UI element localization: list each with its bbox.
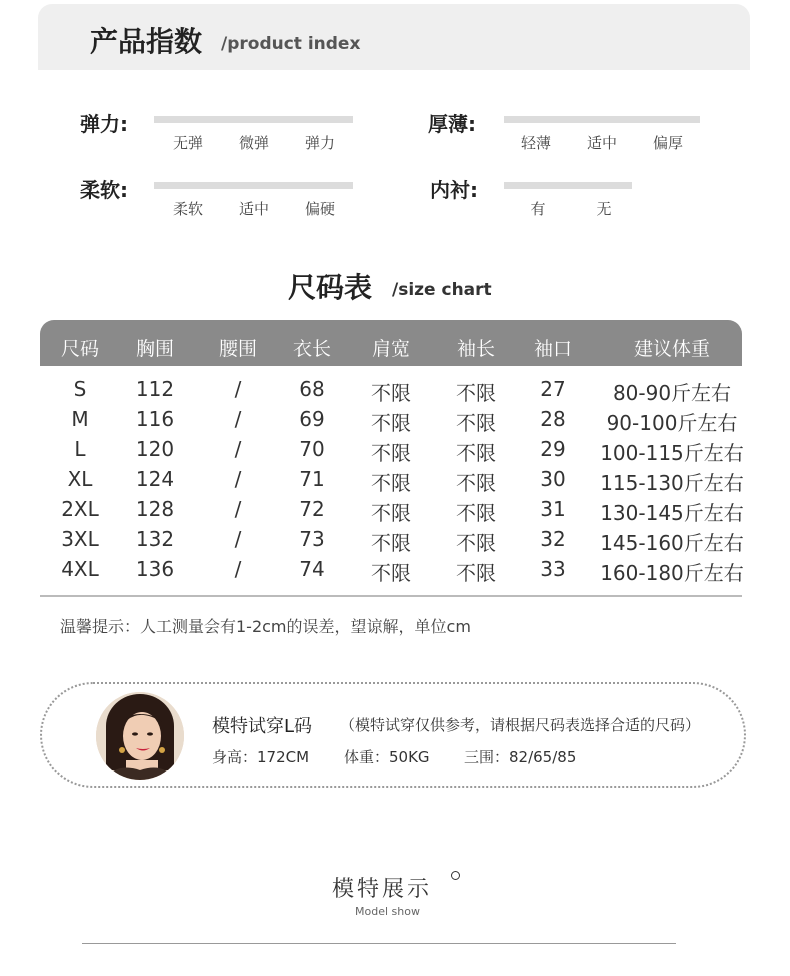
table-cell-cuff: 31 (540, 497, 566, 521)
table-cell-chest: 120 (135, 437, 175, 461)
table-cell-sleeve: 不限 (456, 561, 496, 585)
table-cell-waist: / (234, 377, 242, 401)
table-cell-size: XL (67, 467, 93, 491)
table-cell-size: 2XL (61, 497, 99, 521)
table-cell-waist: / (234, 467, 242, 491)
table-cell-cuff: 28 (540, 407, 566, 431)
table-cell-size: S (73, 377, 87, 401)
column-header: 肩宽 (371, 338, 411, 360)
size-chart-subtitle: /size chart (392, 280, 492, 300)
table-cell-shoulder: 不限 (371, 531, 411, 555)
softness-option: 偏硬 (304, 200, 335, 218)
table-cell-cuff: 27 (540, 377, 566, 401)
thickness-option: 适中 (586, 134, 617, 152)
thickness-option: 偏厚 (652, 134, 683, 152)
table-cell-length: 71 (299, 467, 325, 491)
thickness-bar (504, 116, 700, 123)
table-cell-waist: / (234, 527, 242, 551)
table-cell-weight: 80-90斤左右 (612, 381, 732, 405)
table-cell-size: 4XL (61, 557, 99, 581)
table-cell-sleeve: 不限 (456, 441, 496, 465)
table-cell-shoulder: 不限 (371, 561, 411, 585)
bottom-divider (82, 943, 676, 944)
table-cell-chest: 112 (135, 377, 175, 401)
column-header: 胸围 (135, 338, 175, 360)
lining-label: 内衬: (430, 178, 478, 202)
table-cell-length: 68 (299, 377, 325, 401)
circle-icon (451, 871, 460, 880)
softness-option: 柔软 (172, 200, 203, 218)
table-cell-sleeve: 不限 (456, 471, 496, 495)
table-cell-chest: 116 (135, 407, 175, 431)
table-cell-size: M (71, 407, 89, 431)
table-cell-chest: 132 (135, 527, 175, 551)
thickness-option: 轻薄 (520, 134, 551, 152)
size-chart-title: 尺码表 (288, 271, 373, 304)
softness-label: 柔软: (80, 178, 128, 202)
table-cell-length: 74 (299, 557, 325, 581)
table-cell-cuff: 30 (540, 467, 566, 491)
table-cell-waist: / (234, 497, 242, 521)
table-cell-cuff: 32 (540, 527, 566, 551)
column-header: 建议体重 (633, 338, 711, 360)
table-cell-length: 72 (299, 497, 325, 521)
table-cell-weight: 115-130斤左右 (600, 471, 744, 495)
model-avatar (96, 692, 184, 780)
elasticity-option: 微弹 (238, 134, 269, 152)
table-cell-sleeve: 不限 (456, 381, 496, 405)
table-cell-weight: 130-145斤左右 (600, 501, 744, 525)
column-header: 袖长 (456, 338, 496, 360)
table-cell-cuff: 33 (540, 557, 566, 581)
elasticity-bar (154, 116, 353, 123)
lining-bar (504, 182, 632, 189)
table-cell-shoulder: 不限 (371, 411, 411, 435)
table-cell-waist: / (234, 557, 242, 581)
table-cell-size: 3XL (61, 527, 99, 551)
model-height: 身高：172CM (212, 748, 310, 766)
table-cell-chest: 128 (135, 497, 175, 521)
column-header: 腰围 (218, 338, 258, 360)
elasticity-option: 无弹 (172, 134, 203, 152)
softness-bar (154, 182, 353, 189)
table-cell-sleeve: 不限 (456, 411, 496, 435)
table-cell-waist: / (234, 407, 242, 431)
table-cell-length: 69 (299, 407, 325, 431)
table-cell-weight: 100-115斤左右 (600, 441, 744, 465)
elasticity-label: 弹力: (80, 112, 128, 136)
table-cell-weight: 90-100斤左右 (606, 411, 738, 435)
table-bottom-rule (40, 595, 742, 597)
column-header: 衣长 (292, 338, 332, 360)
table-cell-shoulder: 不限 (371, 381, 411, 405)
model-portrait-icon (96, 692, 184, 780)
table-cell-length: 73 (299, 527, 325, 551)
softness-option: 适中 (238, 200, 269, 218)
table-cell-sleeve: 不限 (456, 501, 496, 525)
table-cell-shoulder: 不限 (371, 471, 411, 495)
thickness-label: 厚薄: (428, 112, 476, 136)
lining-option: 无 (596, 200, 612, 218)
model-weight: 体重：50KG (344, 748, 430, 766)
model-show-title: 模特展示 (332, 877, 433, 902)
table-cell-shoulder: 不限 (371, 501, 411, 525)
table-cell-shoulder: 不限 (371, 441, 411, 465)
table-cell-waist: / (234, 437, 242, 461)
table-cell-length: 70 (299, 437, 325, 461)
product-index-subtitle: /product index (221, 34, 361, 54)
table-cell-cuff: 29 (540, 437, 566, 461)
model-measurements: 三围：82/65/85 (464, 748, 577, 766)
model-size-title: 模特试穿L码 (212, 716, 313, 737)
column-header: 袖口 (533, 338, 573, 360)
table-cell-chest: 136 (135, 557, 175, 581)
table-cell-weight: 145-160斤左右 (600, 531, 744, 555)
model-size-note: （模特试穿仅供参考，请根据尺码表选择合适的尺码） (340, 716, 701, 734)
lining-option: 有 (530, 200, 546, 218)
table-cell-sleeve: 不限 (456, 531, 496, 555)
model-show-subtitle: Model show (355, 905, 420, 918)
table-cell-chest: 124 (135, 467, 175, 491)
elasticity-option: 弹力 (304, 134, 335, 152)
table-cell-size: L (74, 437, 86, 461)
product-index-title: 产品指数 (90, 25, 203, 58)
table-cell-weight: 160-180斤左右 (600, 561, 744, 585)
column-header: 尺码 (60, 338, 100, 360)
measurement-tip: 温馨提示：人工测量会有1-2cm的误差，望谅解，单位cm (60, 617, 471, 636)
